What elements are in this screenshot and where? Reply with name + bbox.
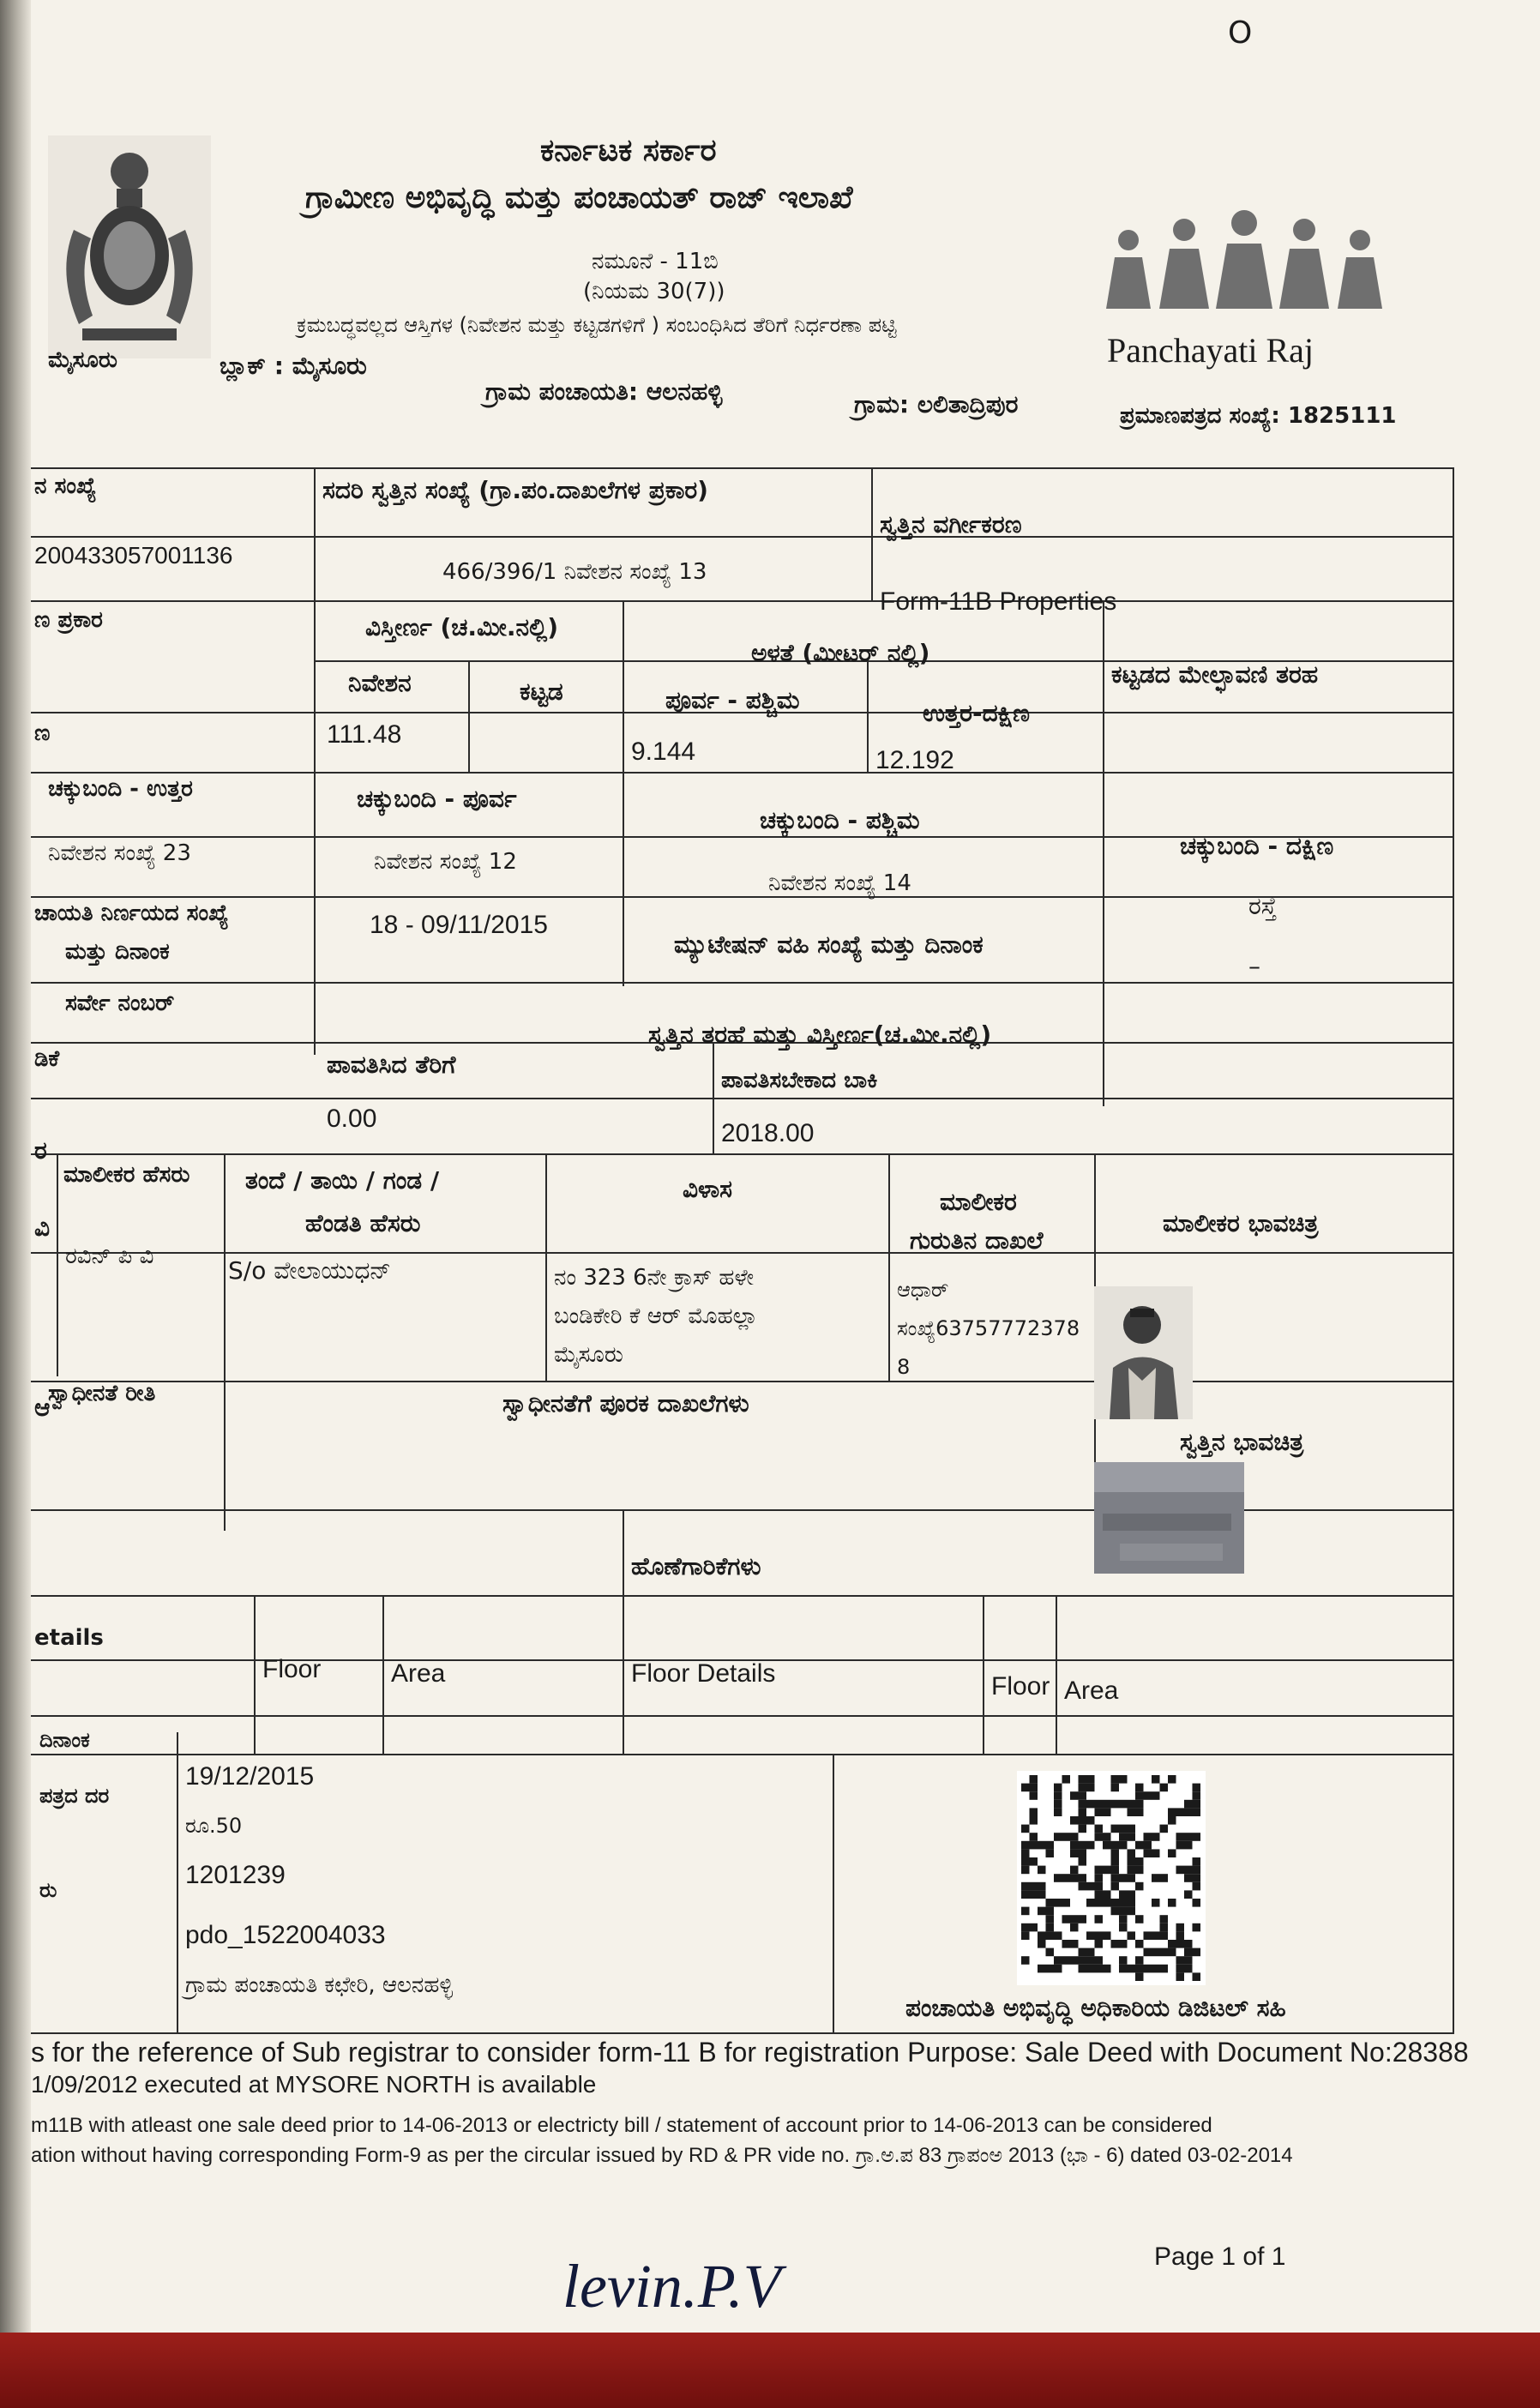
floor-label: Floor <box>262 1655 322 1683</box>
owner-photo-label: ಮಾಲೀಕರ ಭಾವಚಿತ್ರ <box>1163 1209 1319 1237</box>
grid-line <box>254 1595 256 1754</box>
property-photo-label: ಸ್ವತ್ತಿನ ಭಾವಚಿತ್ರ <box>1180 1428 1304 1456</box>
grid-line <box>623 600 624 986</box>
grid-line <box>31 2032 1454 2034</box>
footer-note: 1/09/2012 executed at MYSORE NORTH is available <box>31 2071 597 2098</box>
binder-edge <box>0 0 31 2408</box>
address-label: ವಿಳಾಸ <box>683 1175 733 1203</box>
handwritten-signature: levin.P.V <box>562 2252 781 2321</box>
grid-line <box>867 660 869 772</box>
owner-id-value: ಸಂಖ್ಯೆ63757772378 <box>897 1316 1080 1340</box>
grid-line <box>1453 467 1454 2032</box>
property-id: 200433057001136 <box>34 542 233 569</box>
left-label: ನಿವೇಶನ ಸಂಖ್ಯೆ 23 <box>48 840 191 866</box>
footer-note: s for the reference of Sub registrar to consider form-11 B for registration Purpose: Sale Deed with Document No:28388 <box>31 2037 1469 2068</box>
relation-label: ಹೆಂಡತಿ ಹೆಸರು <box>305 1209 421 1237</box>
grid-line <box>31 1381 1454 1382</box>
due-tax-value: 2018.00 <box>721 1119 815 1147</box>
grid-line <box>888 1153 890 1381</box>
left-label: ರು <box>39 1878 57 1902</box>
grid-line <box>31 1252 1454 1254</box>
issue-fee: ರೂ.50 <box>185 1814 243 1838</box>
grid-line <box>31 772 1454 774</box>
left-label: ಚಾಯತಿ ನಿರ್ಣಯದ ಸಂಖ್ಯೆ <box>34 900 229 926</box>
east-boundary-value: ನಿವೇಶನ ಸಂಖ್ಯೆ 12 <box>374 849 517 875</box>
karnataka-emblem-icon <box>48 135 211 358</box>
address-line: ನಂ 323 6ನೇ ಕ್ರಾಸ್ ಹಳೇ <box>554 1265 755 1291</box>
left-label: ಪತ್ರದ ದರ <box>39 1784 110 1808</box>
left-label: ಡಿಕೆ <box>34 1046 60 1072</box>
village-label: ಗ್ರಾಮ: ಲಲಿತಾದ್ರಿಪುರ <box>854 390 1019 418</box>
grid-line <box>31 896 1454 898</box>
receipt-number: 1201239 <box>185 1861 286 1889</box>
owner-row-mark: ವಿ <box>34 1213 51 1242</box>
form-subtitle: ಕ್ರಮಬದ್ಧವಲ್ಲದ ಆಸ್ತಿಗಳ (ನಿವೇಶನ ಮತ್ತು ಕಟ್ಟಡಗಳಿಗೆ ) ಸಂಬಂಧಿಸಿದ ತೆರಿಗೆ ನಿರ್ಧರಣಾ ಪಟ್ಟಿ <box>297 313 897 337</box>
grid-line <box>314 467 316 1055</box>
red-cover-strip <box>0 2333 1540 2408</box>
left-label: ಣ <box>34 720 51 746</box>
pdo-id: pdo_1522004033 <box>185 1921 386 1949</box>
paid-tax-label: ಪಾವತಿಸಿದ ತೆರಿಗೆ <box>327 1050 456 1079</box>
digital-signature-label: ಪಂಚಾಯತಿ ಅಭಿವೃದ್ಧಿ ಅಧಿಕಾರಿಯ ಡಿಜಿಟಲ್ ಸಹಿ <box>905 1994 1286 2022</box>
owner-id-value: ಆಧಾರ್ <box>897 1278 949 1302</box>
grid-line <box>31 600 1454 602</box>
possession-documents-label: ಸ್ವಾಧೀನತೆಗೆ ಪೂರಕ ದಾಖಲೆಗಳು <box>502 1389 749 1418</box>
property-nature-label: ಸ್ವತ್ತಿನ ತರಹೆ ಮತ್ತು ವಿಸ್ತೀರ್ಣ(ಚ.ಮೀ.ನಲ್ಲಿ) <box>648 1020 992 1049</box>
extent-label: ವಿಸ್ತೀರ್ಣ (ಚ.ಮೀ.ನಲ್ಲಿ) <box>365 613 559 641</box>
left-label: ಣ ಪ್ರಕಾರ <box>34 607 103 633</box>
issuing-office: ಗ್ರಾಮ ಪಂಚಾಯತಿ ಕಛೇರಿ, ಆಲನಹಳ್ಳಿ <box>185 1972 454 1998</box>
owner-id-value: 8 <box>897 1355 911 1379</box>
grid-line <box>545 1153 547 1381</box>
left-label: ಸರ್ವೇ ನಂಬರ್ <box>65 990 175 1016</box>
left-label: etails <box>34 1625 104 1651</box>
relation-value: S/o ವೇಲಾಯುಧನ್ <box>228 1256 392 1285</box>
certificate-number: ಪ್ರಮಾಣಪತ್ರದ ಸಂಖ್ಯೆ: 1825111 <box>1120 403 1397 429</box>
west-boundary-value: ನಿವೇಶನ ಸಂಖ್ಯೆ 14 <box>768 870 911 896</box>
left-label: ಚಕ್ಕುಬಂದಿ - ಉತ್ತರ <box>48 776 193 802</box>
footer-note: m11B with atleast one sale deed prior to 14-06-2013 or electricty bill / statement of account prior to 14-06-2013 can be considered <box>31 2114 1212 2137</box>
property-photo <box>1094 1462 1244 1574</box>
north-south-label: ಉತ್ತರ-ದಕ್ಷಿಣ <box>923 699 1030 727</box>
owner-row-mark: ರ <box>34 1136 47 1165</box>
left-label: ಮತ್ತು ದಿನಾಂಕ <box>65 939 170 965</box>
possession-mark: ಆ <box>34 1394 51 1422</box>
south-boundary-value: ರಸ್ತೆ <box>1248 892 1278 920</box>
grid-line <box>31 982 1454 984</box>
address-line: ಮೈಸೂರು <box>554 1342 623 1368</box>
grid-line <box>871 467 873 600</box>
grid-line <box>31 536 1454 538</box>
relation-label: ತಂದೆ / ತಾಯಿ / ಗಂಡ / <box>245 1166 440 1195</box>
east-boundary-label: ಚಕ್ಕುಬಂದಿ - ಪೂರ್ವ <box>357 785 517 813</box>
property-number-value: 466/396/1 ನಿವೇಶನ ಸಂಖ್ಯೆ 13 <box>442 559 707 585</box>
form-number: ನಮೂನೆ - 11ಬಿ <box>592 249 719 274</box>
panchayati-raj-logo-icon <box>1103 206 1386 334</box>
area-label: Area <box>391 1659 446 1688</box>
measurement-label: ಅಳತೆ (ಮೀಟರ್ ನಲ್ಲಿ) <box>751 639 930 667</box>
grid-line <box>177 1732 178 2032</box>
grid-line <box>31 467 1454 469</box>
paid-tax-value: 0.00 <box>327 1105 377 1133</box>
grid-line <box>31 1098 1454 1099</box>
page-number: Page 1 of 1 <box>1154 2242 1286 2271</box>
left-label: ನ ಸಂಖ್ಯೆ <box>34 473 97 499</box>
classification-value: Form-11B Properties <box>880 587 1117 616</box>
north-south-value: 12.192 <box>875 746 954 774</box>
grid-line <box>468 660 470 772</box>
address-line: ಬಂಡಿಕೇರಿ ಕೆ ಆರ್ ಮೊಹಲ್ಲಾ <box>554 1303 758 1329</box>
east-west-value: 9.144 <box>631 737 696 766</box>
corner-mark: O <box>1228 15 1253 51</box>
footer-note: ation without having corresponding Form-9 as per the circular issued by RD & PR vide no. ಗ್ರಾ.ಅ.ಪ 83 ಗ್ರಾಪಂಅ 2013 (ಭಾ - 6) dated 03-02-2014 <box>31 2144 1293 2167</box>
roof-type-label: ಕಟ್ಟಡದ ಮೇಲ್ಛಾವಣಿ ತರಹ <box>1111 660 1319 689</box>
grid-line <box>1056 1595 1057 1754</box>
grid-line <box>57 1153 58 1376</box>
rule-number: (ನಿಯಮ 30(7)) <box>583 279 725 304</box>
owner-name-value: ರವಿನ್ ಪಿ ವಿ <box>65 1243 154 1269</box>
left-label: ಸ್ವಾಧೀನತೆ ರೀತಿ <box>48 1381 156 1406</box>
floor-label: Floor <box>991 1672 1050 1701</box>
resolution-value: 18 - 09/11/2015 <box>370 911 548 939</box>
liabilities-label: ಹೊಣೆಗಾರಿಕೆಗಳು <box>631 1552 761 1580</box>
owner-id-label: ಮಾಲೀಕರ <box>940 1188 1017 1216</box>
panchayati-raj-logo-text: Panchayati Raj <box>1107 331 1314 370</box>
mutation-value: – <box>1248 952 1260 980</box>
left-label: ದಿನಾಂಕ <box>39 1728 90 1752</box>
grid-line <box>31 1595 1454 1597</box>
building-label: ಕಟ್ಟಡ <box>520 677 563 706</box>
owner-name-label: ಮಾಲೀಕರ ಹೆಸರು <box>63 1162 190 1188</box>
due-tax-label: ಪಾವತಿಸಬೇಕಾದ ಬಾಕಿ <box>721 1068 878 1093</box>
grid-line <box>224 1153 226 1531</box>
classification-label: ಸ್ವತ್ತಿನ ವರ್ಗೀಕರಣ <box>880 510 1022 539</box>
grid-line <box>833 1754 834 2032</box>
grid-line <box>31 1754 1454 1755</box>
area-label: Area <box>1064 1677 1119 1705</box>
west-boundary-label: ಚಕ್ಕುಬಂದಿ - ಪಶ್ಚಿಮ <box>760 806 920 834</box>
owner-photo <box>1094 1286 1193 1419</box>
issue-date: 19/12/2015 <box>185 1762 315 1791</box>
gram-panchayat-label: ಗ್ರಾಮ ಪಂಚಾಯತಿ: ಆಲನಹಳ್ಳಿ <box>485 377 723 406</box>
owner-id-label: ಗುರುತಿನ ದಾಖಲೆ <box>910 1226 1044 1255</box>
block-label: ಬ್ಲಾಕ್ : ಮೈಸೂರು <box>220 352 367 380</box>
grid-line <box>1103 600 1104 1106</box>
document-page <box>31 0 1540 2341</box>
grid-line <box>713 1042 714 1153</box>
grid-line <box>623 1509 624 1754</box>
floor-details-label: Floor Details <box>631 1659 776 1688</box>
mutation-label: ಮ್ಯುಟೇಷನ್ ವಹಿ ಸಂಖ್ಯೆ ಮತ್ತು ದಿನಾಂಕ <box>674 930 984 959</box>
south-boundary-label: ಚಕ್ಕುಬಂದಿ - ದಕ್ಷಿಣ <box>1180 832 1334 860</box>
grid-line <box>382 1595 384 1754</box>
east-west-label: ಪೂರ್ವ - ಪಶ್ಚಿಮ <box>665 686 800 714</box>
grid-line <box>31 1153 1454 1155</box>
property-number-label: ಸದರಿ ಸ್ವತ್ತಿನ ಸಂಖ್ಯೆ (ಗ್ರಾ.ಪಂ.ದಾಖಲೆಗಳ ಪ್ರಕಾರ) <box>322 476 708 504</box>
qr-code-icon <box>1017 1771 1206 1985</box>
grid-line <box>31 1715 1454 1717</box>
grid-line <box>983 1595 984 1754</box>
site-area-value: 111.48 <box>327 720 402 749</box>
site-label: ನಿವೇಶನ <box>348 669 412 697</box>
department-title: ಗ್ರಾಮೀಣ ಅಭಿವೃದ್ಧಿ ಮತ್ತು ಪಂಚಾಯತ್ ರಾಜ್ ಇಲಾಖೆ <box>305 180 853 215</box>
gov-title: ಕರ್ನಾಟಕ ಸರ್ಕಾರ <box>540 133 717 168</box>
district-label: ಮೈಸೂರು <box>48 347 117 373</box>
